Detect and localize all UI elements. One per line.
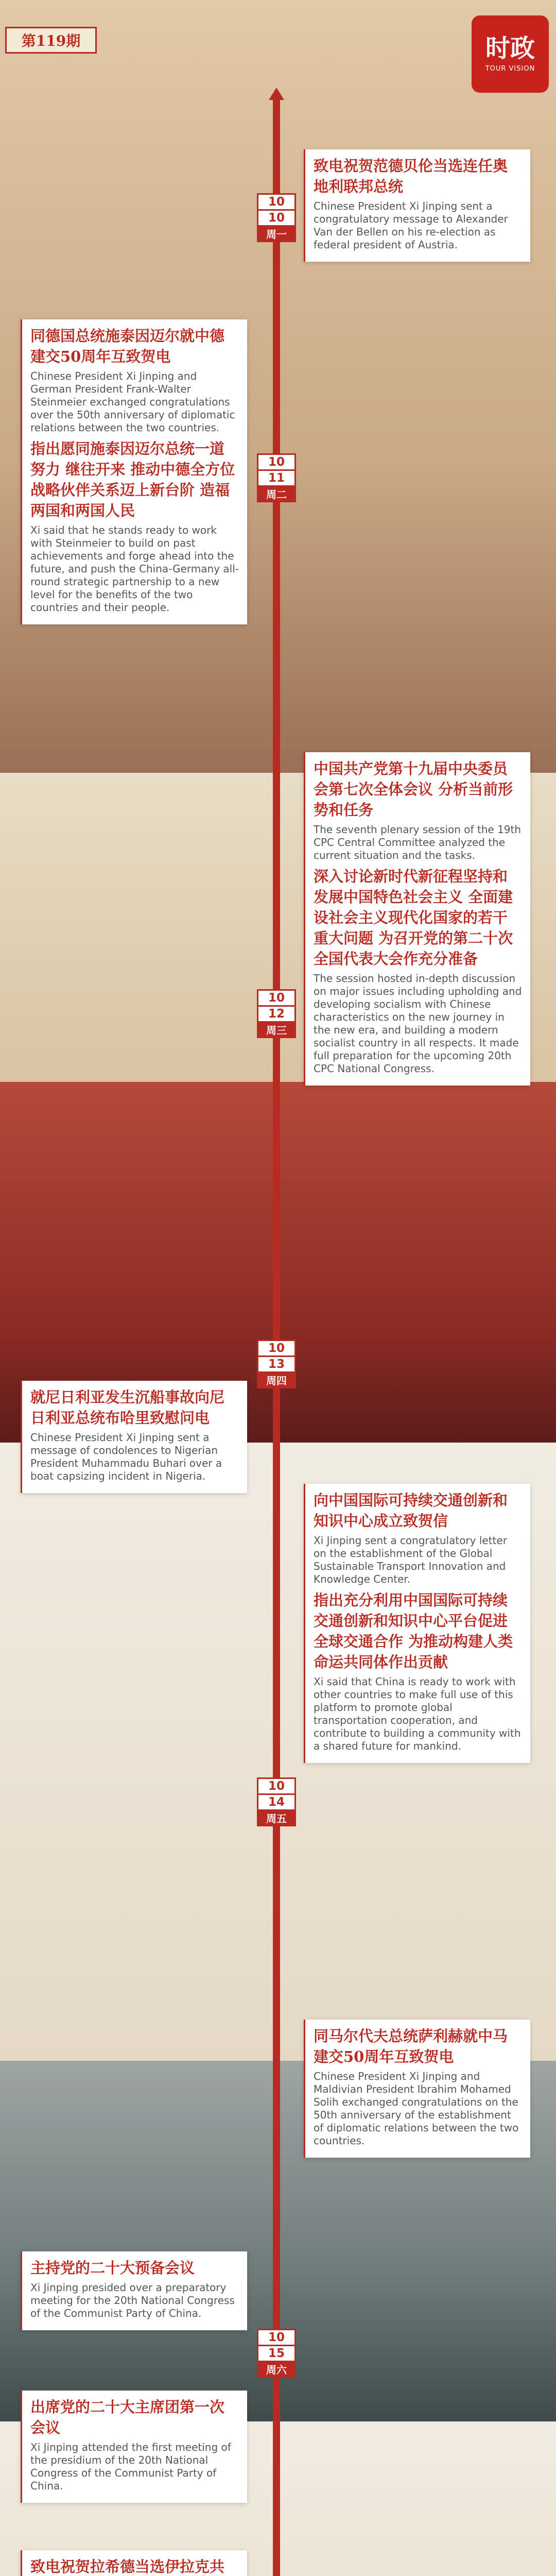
event-card-preparatory: 主持党的二十大预备会议 Xi Jinping presided over a preparatory meeting for the 20th National Congress of the Communist Party of China.: [21, 2251, 247, 2330]
event-card-transport: 向中国国际可持续交通创新和知识中心成立致贺信 Xi Jinping sent a congratulatory letter on the establishment of the Global Sustainable Transport Innovation and Knowledge Center. 指出充分利用中国国际可持续交通创新和知识中心平台促进全球交通合作 为推动构建人类命运共同体作出贡献 Xi said that China is ready to work with other countries to make full use of this platform to promote global transportation cooperation, and contribute to building a community with a shared future for mankind.: [304, 1484, 530, 1763]
event-card-plenary: 中国共产党第十九届中央委员会第七次全体会议 分析当前形势和任务 The seventh plenary session of the 19th CPC Central Committee analyzed the current situation and the tasks. 深入讨论新时代新征程坚持和发展中国特色社会主义 全面建设社会主义现代化国家的若干重大问题 为召开党的第二十次全国代表大会作充分准备 The session hosted in-depth discussion on major issues including upholding and developing socialism with Chinese characteristics on the new journey in the new era, and building a modern socialist country in all respects. It made full preparation for the upcoming 20th CPC National Congress.: [304, 752, 530, 1086]
date-marker-1014: 10 14 周五: [257, 1777, 296, 1826]
date-marker-1011: 10 11 周二: [257, 453, 296, 502]
logo-subtitle: TOUR VISION: [485, 64, 535, 73]
event-card-nigeria: 就尼日利亚发生沉船事故向尼日利亚总统布哈里致慰问电 Chinese President Xi Jinping sent a message of condolences to Nigerian President Muhammadu Buhari over a boat capsizing incident in Nigeria.: [21, 1381, 247, 1493]
event-card-presidium: 出席党的二十大主席团第一次会议 Xi Jinping attended the first meeting of the presidium of the 20th National Congress of the Communist Party of China.: [21, 2391, 247, 2503]
event-card-germany: 同德国总统施泰因迈尔就中德建交50周年互致贺电 Chinese President Xi Jinping and German President Frank-Walter Steinmeier exchanged congratulations over the 50th anniversary of diplomatic relations between the two countries. 指出愿同施泰因迈尔总统一道努力 继往开来 推动中德全方位战略伙伴关系迈上新台阶 造福两国和两国人民 Xi said that he stands ready to work with Steinmeier to build on past achievements and forge ahead into the future, and push the China-Germany all-round strategic partnership to a new level for the benefits of the two countries and their people.: [21, 319, 247, 624]
date-marker-1013: 10 13 周四: [257, 1340, 296, 1388]
date-marker-1015: 10 15 周六: [257, 2329, 296, 2378]
program-logo: [472, 15, 549, 93]
date-marker-1010: 10 10 周一: [257, 193, 296, 242]
date-marker-1012: 10 12 周三: [257, 989, 296, 1038]
event-card-austria: 致电祝贺范德贝伦当选连任奥地利联邦总统 Chinese President Xi Jinping sent a congratulatory message to Alexander Van der Bellen on his re-election as federal president of Austria.: [304, 149, 530, 262]
logo-title: 时政: [485, 33, 535, 63]
event-card-maldives: 同马尔代夫总统萨利赫就中马建交50周年互致贺电 Chinese President Xi Jinping and Maldivian President Ibrahim Mohamed Solih exchanged congratulations on the 50th anniversary of the establishment of diplomatic relations between the two countries.: [304, 2020, 530, 2158]
issue-badge: 第119期: [5, 27, 97, 54]
event-card-iraq: 致电祝贺拉希德当选伊拉克共: [21, 2550, 247, 2576]
